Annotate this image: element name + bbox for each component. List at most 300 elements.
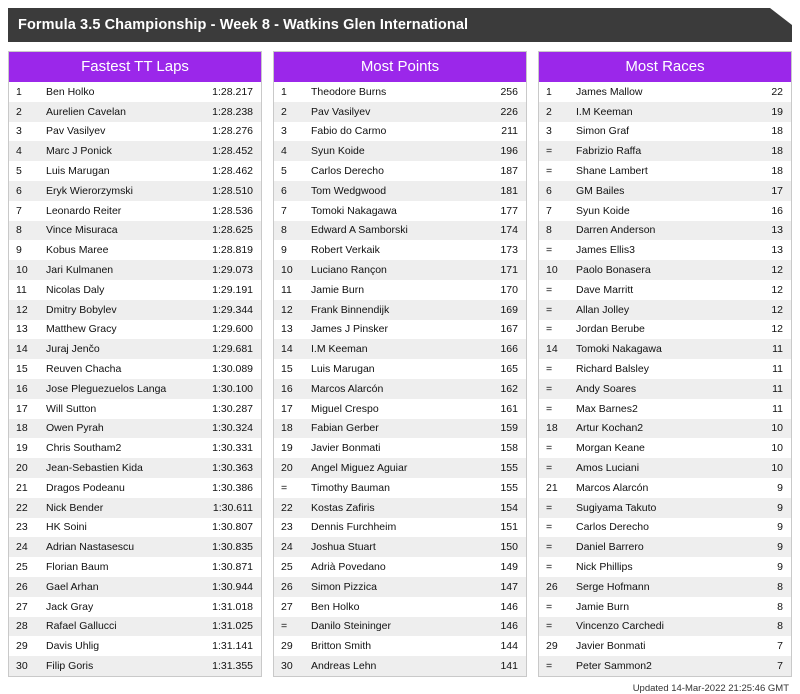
row-value: 169: [482, 300, 526, 320]
row-position: 8: [9, 221, 42, 241]
table-row: [9, 82, 261, 102]
row-position: 20: [274, 458, 307, 478]
row-driver-name: Dennis Furchheim: [311, 521, 397, 534]
row-value: 9: [777, 481, 783, 494]
row-value: 171: [482, 260, 526, 280]
row-position: =: [539, 300, 572, 320]
row-position: =: [546, 165, 553, 178]
table-row: [274, 518, 526, 538]
table-row: [9, 656, 261, 676]
row-position: =: [546, 561, 553, 574]
row-driver-name: Leonardo Reiter: [46, 204, 122, 217]
row-driver-name: Andreas Lehn: [307, 656, 482, 676]
row-value: 1:31.141: [212, 640, 253, 653]
row-driver-name: Sugiyama Takuto: [572, 498, 752, 518]
table-row: [274, 102, 526, 122]
row-position: 5: [16, 165, 22, 178]
row-value: 9: [777, 521, 783, 534]
table-row: [9, 181, 261, 201]
row-driver-name: Fabrizio Raffa: [572, 141, 752, 161]
row-position: 27: [16, 600, 28, 613]
row-value: 1:29.073: [199, 260, 261, 280]
row-value: 147: [482, 577, 526, 597]
row-value: 161: [500, 402, 518, 415]
row-driver-name: Daniel Barrero: [572, 537, 752, 557]
row-value: 155: [482, 458, 526, 478]
row-value: 11: [772, 402, 783, 415]
table-row: [539, 656, 791, 676]
row-position: 1: [281, 85, 287, 98]
row-driver-name: Luis Marugan: [46, 165, 110, 178]
table-row: [9, 399, 261, 419]
row-driver-name: Tomoki Nakagawa: [311, 204, 397, 217]
row-position: 28: [9, 617, 42, 637]
row-position: 6: [9, 181, 42, 201]
row-value: 151: [500, 521, 518, 534]
row-driver-name: Frank Binnendijk: [307, 300, 482, 320]
row-driver-name: Simon Pizzica: [307, 577, 482, 597]
table-row: [539, 280, 791, 300]
row-value: 1:30.100: [199, 379, 261, 399]
row-driver-name: Britton Smith: [311, 640, 372, 653]
row-driver-name: I.M Keeman: [572, 102, 752, 122]
row-position: 14: [274, 339, 307, 359]
row-position: 3: [546, 125, 552, 138]
row-value: 1:30.324: [199, 419, 261, 439]
row-position: 22: [9, 498, 42, 518]
row-position: 21: [546, 481, 558, 494]
row-driver-name: Pav Vasilyev: [307, 102, 482, 122]
row-position: 18: [274, 419, 307, 439]
row-value: 22: [771, 85, 783, 98]
row-value: 1:30.611: [199, 498, 261, 518]
row-value: 19: [752, 102, 791, 122]
table-row: [539, 122, 791, 142]
row-value: 7: [752, 656, 791, 676]
row-value: 181: [482, 181, 526, 201]
table-body: [539, 82, 791, 676]
row-position: 4: [9, 141, 42, 161]
row-position: =: [539, 379, 572, 399]
table-row: [539, 557, 791, 577]
table-row: [539, 399, 791, 419]
row-value: 1:30.386: [212, 481, 253, 494]
row-driver-name: Kostas Zafiris: [307, 498, 482, 518]
row-value: 1:28.819: [212, 244, 253, 257]
row-value: 174: [482, 221, 526, 241]
row-position: 24: [274, 537, 307, 557]
row-driver-name: Chris Southam2: [46, 442, 122, 455]
row-value: 12: [752, 260, 791, 280]
row-driver-name: Vince Misuraca: [42, 221, 199, 241]
row-driver-name: Darren Anderson: [572, 221, 752, 241]
table-row: [539, 478, 791, 498]
row-position: 21: [16, 481, 28, 494]
row-value: 10: [752, 458, 791, 478]
row-value: 18: [771, 165, 783, 178]
row-position: 7: [281, 204, 287, 217]
row-driver-name: Carlos Derecho: [576, 521, 649, 534]
row-value: 8: [752, 577, 791, 597]
row-value: 1:30.944: [199, 577, 261, 597]
row-value: 1:30.363: [199, 458, 261, 478]
table-row: [274, 82, 526, 102]
row-position: =: [539, 498, 572, 518]
table-row: [9, 458, 261, 478]
table-row: [9, 102, 261, 122]
row-position: 2: [274, 102, 307, 122]
row-position: 27: [281, 600, 293, 613]
table-row: [539, 577, 791, 597]
row-position: 5: [281, 165, 287, 178]
table-row: [539, 438, 791, 458]
row-position: =: [546, 363, 553, 376]
row-driver-name: Joshua Stuart: [307, 537, 482, 557]
row-driver-name: Edward A Samborski: [307, 221, 482, 241]
table-row: [539, 636, 791, 656]
table-row: [9, 141, 261, 161]
table-row: [274, 399, 526, 419]
row-driver-name: Matthew Gracy: [46, 323, 117, 336]
column-header-most-races: Most Races: [539, 52, 791, 82]
stats-column-fastest-tt-laps: [8, 51, 262, 677]
row-value: 1:29.600: [212, 323, 253, 336]
row-position: =: [539, 617, 572, 637]
row-value: 1:30.807: [212, 521, 253, 534]
stats-column-most-races: [538, 51, 792, 677]
table-row: [9, 300, 261, 320]
table-row: [539, 201, 791, 221]
row-position: =: [546, 323, 553, 336]
row-driver-name: Filip Goris: [42, 656, 199, 676]
stats-columns: [8, 51, 792, 677]
row-value: 1:28.536: [212, 204, 253, 217]
table-row: [274, 221, 526, 241]
row-position: 30: [9, 656, 42, 676]
row-value: 1:29.681: [199, 339, 261, 359]
row-position: 17: [281, 402, 293, 415]
row-position: 9: [16, 244, 22, 257]
row-driver-name: Syun Koide: [576, 204, 630, 217]
row-position: 16: [9, 379, 42, 399]
row-value: 12: [752, 300, 791, 320]
table-row: [9, 359, 261, 379]
page-title: Formula 3.5 Championship - Week 8 - Watkins Glen International: [18, 17, 469, 33]
row-value: 154: [482, 498, 526, 518]
row-position: 19: [16, 442, 28, 455]
table-row: [274, 537, 526, 557]
row-value: 1:31.025: [199, 617, 261, 637]
row-driver-name: Angel Miguez Aguiar: [307, 458, 482, 478]
table-row: [9, 577, 261, 597]
table-row: [274, 379, 526, 399]
row-driver-name: Pav Vasilyev: [46, 125, 106, 138]
row-value: 150: [482, 537, 526, 557]
row-value: 11: [752, 379, 791, 399]
row-driver-name: Juraj Jenčo: [42, 339, 199, 359]
row-driver-name: Allan Jolley: [572, 300, 752, 320]
row-driver-name: Paolo Bonasera: [572, 260, 752, 280]
row-value: 10: [752, 419, 791, 439]
row-position: 14: [539, 339, 572, 359]
row-driver-name: Shane Lambert: [576, 165, 648, 178]
table-row: [539, 339, 791, 359]
row-value: 159: [482, 419, 526, 439]
row-position: 10: [9, 260, 42, 280]
table-most-points: [274, 82, 526, 676]
row-driver-name: Theodore Burns: [311, 85, 387, 98]
table-row: [539, 181, 791, 201]
row-value: 173: [500, 244, 518, 257]
row-value: 1:29.344: [199, 300, 261, 320]
row-value: 9: [777, 561, 783, 574]
row-value: 141: [482, 656, 526, 676]
row-position: 23: [281, 521, 293, 534]
row-value: 17: [752, 181, 791, 201]
row-driver-name: Timothy Bauman: [311, 481, 390, 494]
row-value: 166: [482, 339, 526, 359]
row-value: 1:29.191: [212, 283, 253, 296]
row-value: 146: [482, 617, 526, 637]
row-driver-name: Fabio do Carmo: [311, 125, 387, 138]
table-row: [539, 617, 791, 637]
row-driver-name: Ben Holko: [46, 85, 95, 98]
row-driver-name: Kobus Maree: [46, 244, 109, 257]
row-position: 29: [546, 640, 558, 653]
row-value: 165: [500, 363, 518, 376]
row-driver-name: Aurelien Cavelan: [42, 102, 199, 122]
row-driver-name: Luciano Rançon: [307, 260, 482, 280]
row-position: 7: [16, 204, 22, 217]
table-row: [9, 438, 261, 458]
row-driver-name: Tomoki Nakagawa: [572, 339, 752, 359]
row-driver-name: Miguel Crespo: [311, 402, 379, 415]
row-value: 11: [772, 363, 783, 376]
table-row: [9, 636, 261, 656]
row-value: 11: [752, 339, 791, 359]
table-row: [539, 458, 791, 478]
table-row: [539, 221, 791, 241]
row-driver-name: Artur Kochan2: [572, 419, 752, 439]
row-value: 10: [771, 442, 783, 455]
row-position: 11: [281, 283, 292, 296]
table-row: [9, 518, 261, 538]
row-position: 18: [9, 419, 42, 439]
row-value: 170: [500, 283, 518, 296]
table-row: [539, 300, 791, 320]
row-value: 211: [501, 125, 518, 138]
row-driver-name: Florian Baum: [46, 561, 109, 574]
table-row: [274, 359, 526, 379]
row-value: 12: [771, 323, 783, 336]
row-position: =: [546, 244, 553, 257]
row-driver-name: Andy Soares: [572, 379, 752, 399]
row-driver-name: Javier Bonmati: [311, 442, 381, 455]
row-position: 3: [16, 125, 22, 138]
row-position: 15: [16, 363, 28, 376]
row-driver-name: I.M Keeman: [307, 339, 482, 359]
table-row: [274, 161, 526, 181]
table-row: [9, 419, 261, 439]
row-value: 226: [482, 102, 526, 122]
row-position: 8: [274, 221, 307, 241]
stats-column-most-points: [273, 51, 527, 677]
row-driver-name: Vincenzo Carchedi: [572, 617, 752, 637]
title-banner: [8, 8, 792, 42]
row-driver-name: Reuven Chacha: [46, 363, 122, 376]
row-position: 14: [9, 339, 42, 359]
row-driver-name: Tom Wedgwood: [307, 181, 482, 201]
table-row: [274, 498, 526, 518]
row-position: 7: [546, 204, 552, 217]
table-row: [539, 518, 791, 538]
row-value: 144: [500, 640, 518, 653]
table-row: [539, 359, 791, 379]
row-position: 22: [274, 498, 307, 518]
row-value: 13: [771, 244, 783, 257]
row-position: =: [546, 600, 553, 613]
table-row: [9, 320, 261, 340]
table-row: [274, 478, 526, 498]
table-row: [274, 240, 526, 260]
row-value: 1:31.018: [212, 600, 253, 613]
row-position: 13: [16, 323, 28, 336]
row-position: 26: [9, 577, 42, 597]
row-driver-name: Max Barnes2: [576, 402, 638, 415]
row-position: 4: [274, 141, 307, 161]
row-driver-name: Marcos Alarcón: [307, 379, 482, 399]
table-fastest-tt-laps: [9, 82, 261, 676]
row-value: 1:28.276: [212, 125, 253, 138]
table-row: [9, 617, 261, 637]
table-row: [9, 339, 261, 359]
row-position: 3: [281, 125, 287, 138]
table-row: [539, 141, 791, 161]
row-value: 167: [500, 323, 518, 336]
row-position: 25: [16, 561, 28, 574]
row-value: 146: [500, 600, 518, 613]
row-driver-name: Richard Balsley: [576, 363, 649, 376]
row-driver-name: Nick Bender: [42, 498, 199, 518]
row-driver-name: Javier Bonmati: [576, 640, 646, 653]
column-header-most-points: Most Points: [274, 52, 526, 82]
row-driver-name: Robert Verkaik: [311, 244, 380, 257]
row-value: 187: [500, 165, 518, 178]
row-position: 16: [274, 379, 307, 399]
row-position: 1: [546, 85, 552, 98]
table-row: [274, 458, 526, 478]
row-position: 17: [16, 402, 28, 415]
row-value: 1:30.871: [212, 561, 253, 574]
row-driver-name: Dave Marritt: [576, 283, 634, 296]
row-driver-name: Syun Koide: [307, 141, 482, 161]
table-row: [274, 617, 526, 637]
row-position: =: [274, 617, 307, 637]
row-position: =: [281, 481, 288, 494]
updated-timestamp: Updated 14-Mar-2022 21:25:46 GMT: [632, 682, 789, 694]
row-value: 9: [752, 537, 791, 557]
table-row: [274, 438, 526, 458]
row-value: 12: [771, 283, 783, 296]
row-position: =: [539, 141, 572, 161]
table-row: [274, 201, 526, 221]
row-position: 12: [9, 300, 42, 320]
row-driver-name: Rafael Gallucci: [42, 617, 199, 637]
row-driver-name: Owen Pyrah: [42, 419, 199, 439]
row-driver-name: HK Soini: [46, 521, 87, 534]
table-row: [274, 656, 526, 676]
row-position: 6: [539, 181, 572, 201]
row-driver-name: Jamie Burn: [576, 600, 630, 613]
table-row: [539, 320, 791, 340]
row-value: 256: [500, 85, 518, 98]
row-value: 149: [500, 561, 518, 574]
row-position: 23: [16, 521, 28, 534]
row-driver-name: Will Sutton: [46, 402, 97, 415]
row-position: 29: [281, 640, 293, 653]
column-header-fastest-tt-laps: Fastest TT Laps: [9, 52, 261, 82]
table-row: [9, 478, 261, 498]
row-driver-name: Jack Gray: [46, 600, 94, 613]
table-row: [9, 537, 261, 557]
row-value: 155: [500, 481, 518, 494]
row-value: 7: [777, 640, 783, 653]
table-row: [9, 161, 261, 181]
row-driver-name: Marc J Ponick: [42, 141, 199, 161]
table-row: [539, 240, 791, 260]
table-row: [9, 498, 261, 518]
row-driver-name: Nicolas Daly: [46, 283, 105, 296]
row-driver-name: Adrian Nastasescu: [42, 537, 199, 557]
row-position: 26: [539, 577, 572, 597]
row-driver-name: Gael Arhan: [42, 577, 199, 597]
row-value: 13: [752, 221, 791, 241]
table-row: [274, 181, 526, 201]
table-row: [539, 498, 791, 518]
row-position: 1: [16, 85, 22, 98]
row-value: 16: [771, 204, 783, 217]
table-row: [9, 201, 261, 221]
table-row: [9, 280, 261, 300]
row-position: 15: [281, 363, 293, 376]
row-driver-name: Serge Hofmann: [572, 577, 752, 597]
row-driver-name: Amos Luciani: [572, 458, 752, 478]
table-row: [274, 320, 526, 340]
row-position: 10: [274, 260, 307, 280]
table-row: [274, 122, 526, 142]
row-position: 6: [274, 181, 307, 201]
row-position: 9: [281, 244, 287, 257]
row-driver-name: Simon Graf: [576, 125, 630, 138]
row-position: =: [546, 521, 553, 534]
row-driver-name: Ben Holko: [311, 600, 360, 613]
row-position: =: [546, 402, 553, 415]
table-row: [539, 537, 791, 557]
row-value: 1:28.510: [199, 181, 261, 201]
table-body: [9, 82, 261, 676]
row-position: 25: [281, 561, 293, 574]
table-row: [274, 577, 526, 597]
row-driver-name: Jose Pleguezuelos Langa: [42, 379, 199, 399]
row-value: 8: [752, 617, 791, 637]
row-position: =: [546, 442, 553, 455]
table-row: [9, 240, 261, 260]
row-position: 10: [539, 260, 572, 280]
row-value: 8: [777, 600, 783, 613]
row-value: 1:30.331: [212, 442, 253, 455]
row-driver-name: Jamie Burn: [311, 283, 365, 296]
row-position: 30: [274, 656, 307, 676]
